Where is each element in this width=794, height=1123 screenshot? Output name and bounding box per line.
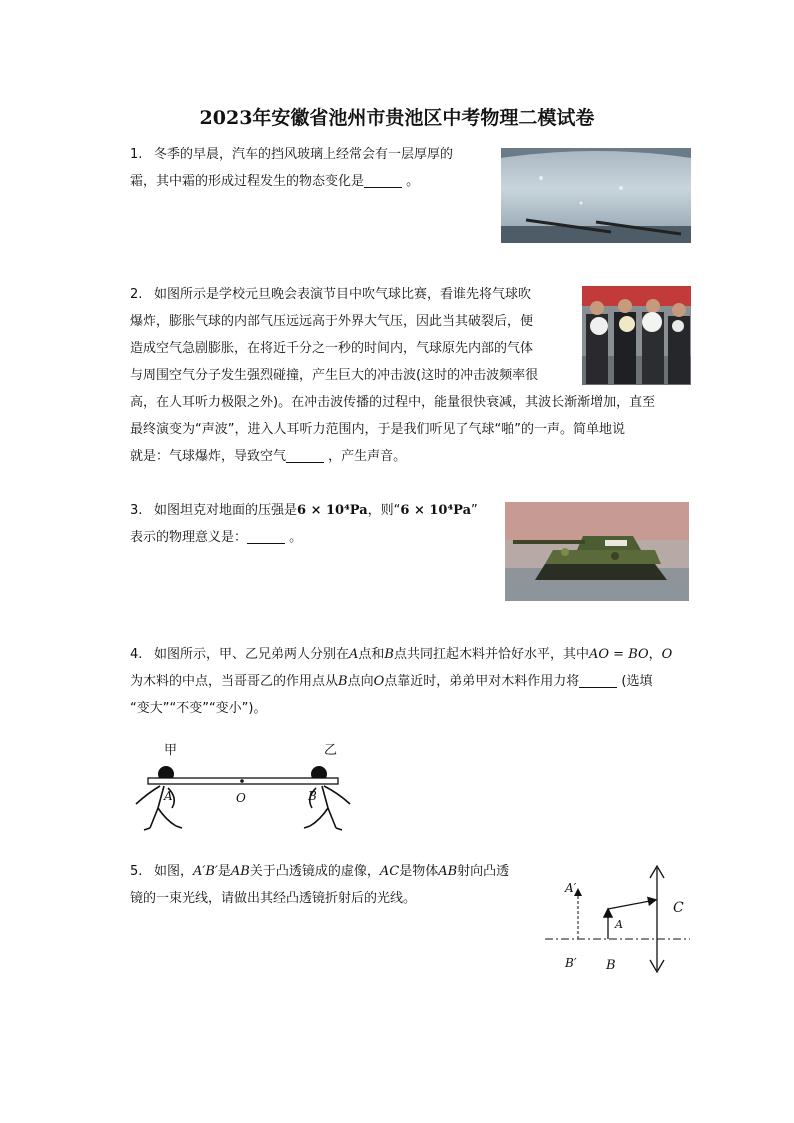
label-C: C	[673, 900, 684, 916]
jia-label: 甲	[164, 743, 178, 758]
question-text: 是	[217, 864, 231, 879]
question-text: 是物体	[399, 864, 439, 879]
pressure-value: 6 × 10⁴Pa	[400, 503, 472, 518]
question-text: 点共同扛起木料并恰好水平，其中	[393, 647, 589, 662]
convex-lens-diagram	[545, 862, 695, 977]
question-number: 5.	[130, 864, 143, 879]
math-term: AB	[438, 864, 458, 879]
question-4	[130, 641, 695, 722]
question-text: 镜的一束光线，请做出其经凸透镜折射后的光线。	[130, 891, 417, 906]
balloon-contest-photo	[582, 286, 691, 385]
question-text: 高，在人耳听力极限之外)。在冲击波传播的过程中，能量很快衰减，其波长渐渐增加，直至	[130, 395, 656, 410]
question-number: 3.	[130, 503, 143, 518]
answer-blank	[579, 673, 617, 688]
point-A-label: A	[164, 789, 173, 803]
math-term: AB	[230, 864, 250, 879]
question-number: 1.	[130, 147, 143, 162]
question-text: 表示的物理意义是：	[130, 530, 248, 545]
question-text: “变大”“不变”“变小”)。	[130, 701, 267, 716]
question-text: 点向	[347, 674, 374, 689]
question-text: 关于凸透镜成的虚像，	[249, 864, 380, 879]
question-3	[130, 497, 500, 551]
question-text: ，产生声音。	[324, 449, 407, 464]
page-title: 2023年安徽省池州市贵池区中考物理二模试卷	[199, 107, 595, 129]
question-text: 如图所示，甲、乙兄弟两人分别在	[154, 647, 350, 662]
incident-ray	[608, 900, 655, 909]
question-text: 造成空气急剧膨胀，在将近千分之一秒的时间内，气球原先内部的气体	[130, 341, 534, 356]
question-text: 。	[285, 530, 303, 545]
math-term: A′B′	[193, 864, 218, 879]
point-label: A	[349, 647, 359, 662]
yi-label: 乙	[324, 743, 338, 758]
question-text: 如图坦克对地面的压强是	[154, 503, 298, 518]
label-B-prime: B′	[565, 956, 577, 970]
question-text: ”	[471, 503, 478, 518]
question-text: (选填	[617, 674, 653, 689]
question-text: ，	[648, 647, 662, 662]
question-text: 爆炸，膨胀气球的内部气压远远高于外界大气压，因此当其破裂后，便	[130, 314, 534, 329]
question-number: 4.	[130, 647, 143, 662]
question-text: 。	[402, 174, 420, 189]
lever-diagram	[128, 738, 358, 848]
frosted-windshield-photo	[501, 148, 691, 243]
question-text: 冬季的早晨，汽车的挡风玻璃上经常会有一层厚厚的	[154, 147, 454, 162]
question-text: 霜，其中霜的形成过程发生的物态变化是	[130, 174, 365, 189]
pressure-value: 6 × 10⁴Pa	[297, 503, 368, 518]
point-B-label: B	[308, 789, 317, 803]
question-text: 如图所示是学校元旦晚会表演节目中吹气球比赛，看谁先将气球吹	[154, 287, 532, 302]
question-text: 射向凸透	[457, 864, 510, 879]
math-term: AC	[379, 864, 400, 879]
question-text: 就是：气球爆炸，导致空气	[130, 449, 287, 464]
question-text: 如图，	[154, 864, 194, 879]
question-text: 与周围空气分子发生强烈碰撞，产生巨大的冲击波(这时的冲击波频率很	[130, 368, 539, 383]
question-text: 点和	[358, 647, 385, 662]
question-1	[130, 141, 490, 195]
question-text: ，则“	[367, 503, 401, 518]
tank-photo	[505, 502, 689, 601]
label-A-prime: A′	[565, 881, 577, 895]
answer-blank	[364, 173, 402, 188]
answer-blank	[286, 448, 324, 463]
point-label: O	[661, 647, 673, 662]
point-label: B	[338, 674, 348, 689]
point-label: O	[373, 674, 385, 689]
question-text: 为木料的中点，当哥哥乙的作用点从	[130, 674, 339, 689]
label-B: B	[606, 958, 616, 973]
label-A: A	[615, 918, 623, 931]
point-label: B	[384, 647, 394, 662]
point-O-label: O	[236, 791, 246, 805]
answer-blank	[247, 529, 285, 544]
equation: AO = BO	[589, 647, 649, 662]
question-5	[130, 858, 530, 912]
question-number: 2.	[130, 287, 143, 302]
question-text: 最终演变为“声波”，进入人耳听力范围内，于是我们听见了气球“啪”的一声。简单地说	[130, 422, 625, 437]
question-text: 点靠近时，弟弟甲对木料作用力将	[384, 674, 580, 689]
